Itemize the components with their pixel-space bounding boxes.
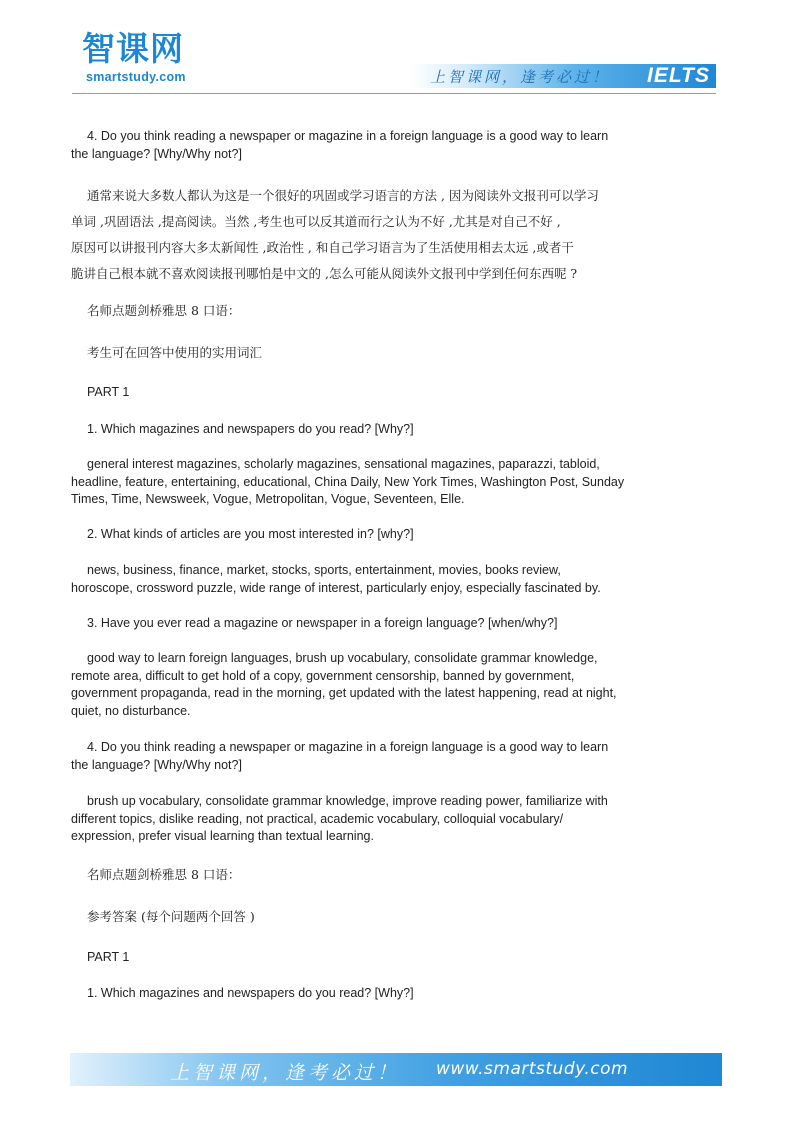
- vocab-answer-1: [71, 456, 671, 509]
- header-divider: [72, 93, 716, 94]
- smartstudy-logo[interactable]: [82, 30, 212, 88]
- vocab-answer-2: [71, 562, 671, 597]
- logo-chinese-text: 智课网: [82, 29, 184, 68]
- part-label: [71, 384, 671, 402]
- heading-text: 考生可在回答中使用的实用词汇: [87, 345, 263, 360]
- ielts-badge: IELTS: [647, 64, 710, 87]
- answer-line: 脆讲自己根本就不喜欢阅读报刊哪怕是中文的 ,怎么可能从阅读外文报刊中学到任何东西呢 ?: [71, 266, 578, 281]
- vocab-question-3: [71, 615, 671, 633]
- page-footer-banner: [70, 1053, 722, 1086]
- answer-line: government propaganda, read in the morning, get updated with the latest happening, read at night,: [71, 686, 617, 700]
- answer-line: brush up vocabulary, consolidate grammar knowledge, improve reading power, familiarize with: [87, 794, 608, 808]
- answer-line: Times, Time, Newsweek, Vogue, Metropolitan, Vogue, Seventeen, Elle.: [71, 492, 465, 506]
- answer-line: news, business, finance, market, stocks, sports, entertainment, movies, books review,: [87, 563, 561, 577]
- vocab-heading: [71, 344, 671, 362]
- part-text: PART 1: [87, 385, 130, 399]
- answer-line: horoscope, crossword puzzle, wide range of interest, particularly enjoy, especially fascinated by.: [71, 580, 601, 595]
- question-line: 4. Do you think reading a newspaper or magazine in a foreign language is a good way to learn: [87, 129, 609, 143]
- teacher-heading: [71, 302, 671, 320]
- header-slogan: 上智课网，逢考必过！: [430, 68, 611, 86]
- answer-line: remote area, difficult to get hold of a copy, government censorship, banned by government,: [71, 668, 575, 683]
- logo-english-text: smartstudy.com: [86, 70, 186, 84]
- vocab-question-4: [71, 739, 671, 774]
- heading-text: 名师点题剑桥雅思 8 口语：: [87, 867, 241, 882]
- question-line: 1. Which magazines and newspapers do you read? [Why?]: [87, 986, 414, 1000]
- answer-line: good way to learn foreign languages, brush up vocabulary, consolidate grammar knowledge,: [87, 651, 598, 665]
- footer-url-link[interactable]: www.smartstudy.com: [436, 1059, 629, 1079]
- question-4-top: [71, 128, 671, 163]
- vocab-question-1: [71, 421, 671, 439]
- footer-slogan: 上智课网，逢考必过！: [170, 1062, 401, 1084]
- question-line: the language? [Why/Why not?]: [71, 757, 242, 772]
- vocab-question-2: [71, 526, 671, 544]
- chinese-answer: [71, 183, 671, 287]
- vocab-answer-4: [71, 793, 671, 846]
- heading-text: 名师点题剑桥雅思 8 口语：: [87, 303, 241, 318]
- vocab-answer-3: [71, 650, 671, 720]
- answer-line: 通常来说大多数人都认为这是一个很好的巩固或学习语言的方法 , 因为阅读外文报刊可以学习: [87, 188, 599, 203]
- question-line: 4. Do you think reading a newspaper or magazine in a foreign language is a good way to learn: [87, 740, 609, 754]
- answer-line: expression, prefer visual learning than textual learning.: [71, 829, 374, 843]
- teacher-heading: [71, 866, 671, 884]
- part-text: PART 1: [87, 950, 130, 964]
- answer-line: headline, feature, entertaining, educational, China Daily, New York Times, Washington Post, Sunday: [71, 474, 625, 489]
- header-slogan-band: [410, 64, 716, 88]
- question-line: the language? [Why/Why not?]: [71, 146, 242, 161]
- question-line: 1. Which magazines and newspapers do you read? [Why?]: [87, 422, 414, 436]
- reference-question-1: [71, 985, 671, 1003]
- answer-line: general interest magazines, scholarly magazines, sensational magazines, paparazzi, tabloid,: [87, 457, 600, 471]
- answer-line: quiet, no disturbance.: [71, 703, 191, 718]
- page-header: [0, 0, 794, 100]
- answer-line: 单词 ,巩固语法 ,提高阅读。当然 ,考生也可以反其道而行之认为不好 ,尤其是对自己不好 ,: [71, 214, 561, 229]
- answer-line: 原因可以讲报刊内容大多太新闻性 ,政治性 , 和自己学习语言为了生活使用相去太远 ,或者干: [71, 240, 574, 255]
- reference-answer-heading: [71, 908, 671, 926]
- answer-line: different topics, dislike reading, not practical, academic vocabulary, colloquial vocabulary/: [71, 811, 564, 826]
- question-line: 2. What kinds of articles are you most interested in? [why?]: [87, 527, 414, 541]
- question-line: 3. Have you ever read a magazine or newspaper in a foreign language? [when/why?]: [87, 616, 558, 630]
- part-label: [71, 949, 671, 967]
- heading-text: 参考答案 (每个问题两个回答 ): [87, 909, 255, 924]
